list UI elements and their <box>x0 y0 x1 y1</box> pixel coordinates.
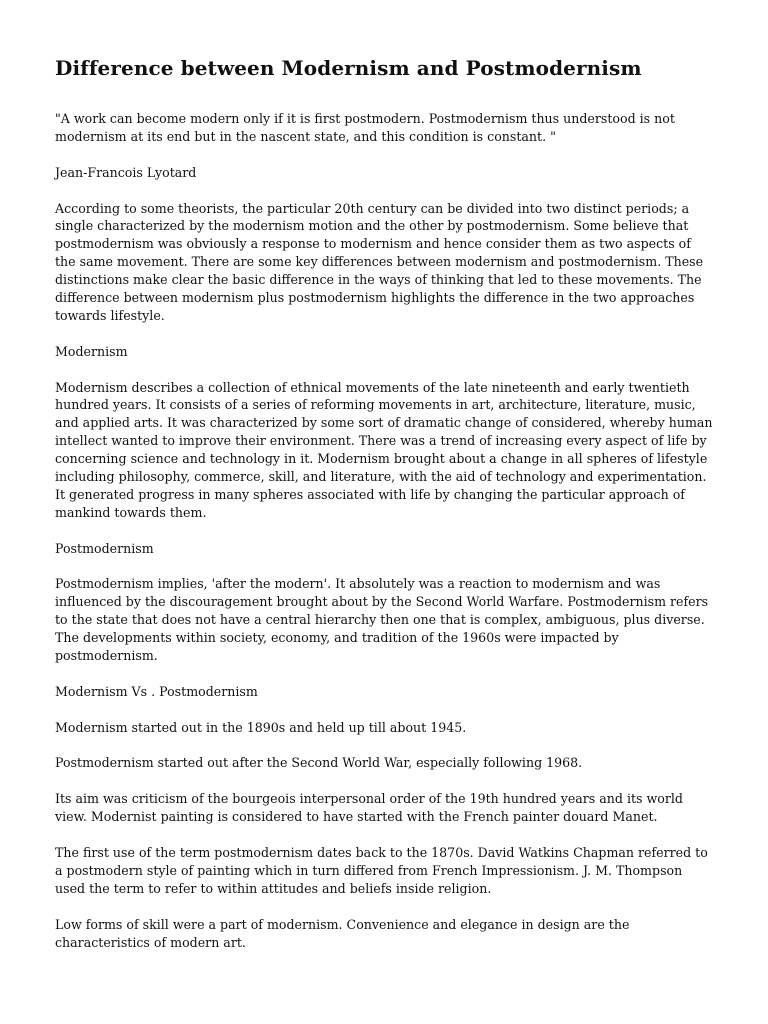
intro-paragraph: According to some theorists, the particular 20th century can be divided into two distinct periods; a single characterized by the modernism motion and the other by postmodernism. Some believe that postmodernism was obviously a response to modernism and hence consider them as two aspects of the same movement. There are some key differences between modernism and postmodernism. These distinctions make clear the basic difference in the ways of thinking that led to these movements. The difference between modernism plus postmodernism highlights the difference in the two approaches towards lifestyle. <box>55 200 704 323</box>
comparison-paragraph: Low forms of skill were a part of modernism. Convenience and elegance in design are the characteristics of modern art. <box>55 916 630 950</box>
comparison-paragraph: The first use of the term postmodernism dates back to the 1870s. David Watkins Chapman referred to a postmodern style of painting which in turn differed from French Impressionism. J. M. Thompson used the term to refer to within attitudes and beliefs inside religion. <box>55 844 708 896</box>
postmodernism-paragraph: Postmodernism implies, 'after the modern'. It absolutely was a reaction to modernism and was influenced by the discouragement brought about by the Second World Warfare. Postmodernism refers to the state that does not have a central hierarchy then one that is complex, ambiguous, plus diverse. The developments within society, economy, and tradition of the 1960s were impacted by postmodernism. <box>55 576 709 664</box>
page-title: Difference between Modernism and Postmodernism <box>55 56 642 80</box>
section-heading-comparison: Modernism Vs . Postmodernism <box>55 683 258 699</box>
quote-attribution: Jean-Francois Lyotard <box>55 164 197 180</box>
modernism-paragraph: Modernism describes a collection of ethnical movements of the late nineteenth and early twentieth hundred years. It consists of a series of reforming movements in art, architecture, literature, music, and applied arts. It was characterized by some sort of dramatic change of considered, whereby human intellect wanted to improve their environment. There was a trend of increasing every aspect of life by concerning science and technology in it. Modernism brought about a change in all spheres of lifestyle including philosophy, commerce, skill, and literature, with the aid of technology and experimentation. It generated progress in many spheres associated with life by changing the particular approach of mankind towards them. <box>55 379 713 520</box>
comparison-paragraph: Its aim was criticism of the bourgeois interpersonal order of the 19th hundred years and its world view. Modernist painting is considered to have started with the French painter douard Manet. <box>55 791 683 825</box>
comparison-paragraph: Modernism started out in the 1890s and held up till about 1945. <box>55 719 467 735</box>
opening-quote: "A work can become modern only if it is first postmodern. Postmodernism thus understood is not modernism at its end but in the nascent state, and this condition is constant. " <box>55 111 675 144</box>
section-heading-postmodernism: Postmodernism <box>55 540 154 556</box>
comparison-paragraph: Postmodernism started out after the Second World War, especially following 1968. <box>55 755 583 771</box>
section-heading-modernism: Modernism <box>55 343 128 359</box>
